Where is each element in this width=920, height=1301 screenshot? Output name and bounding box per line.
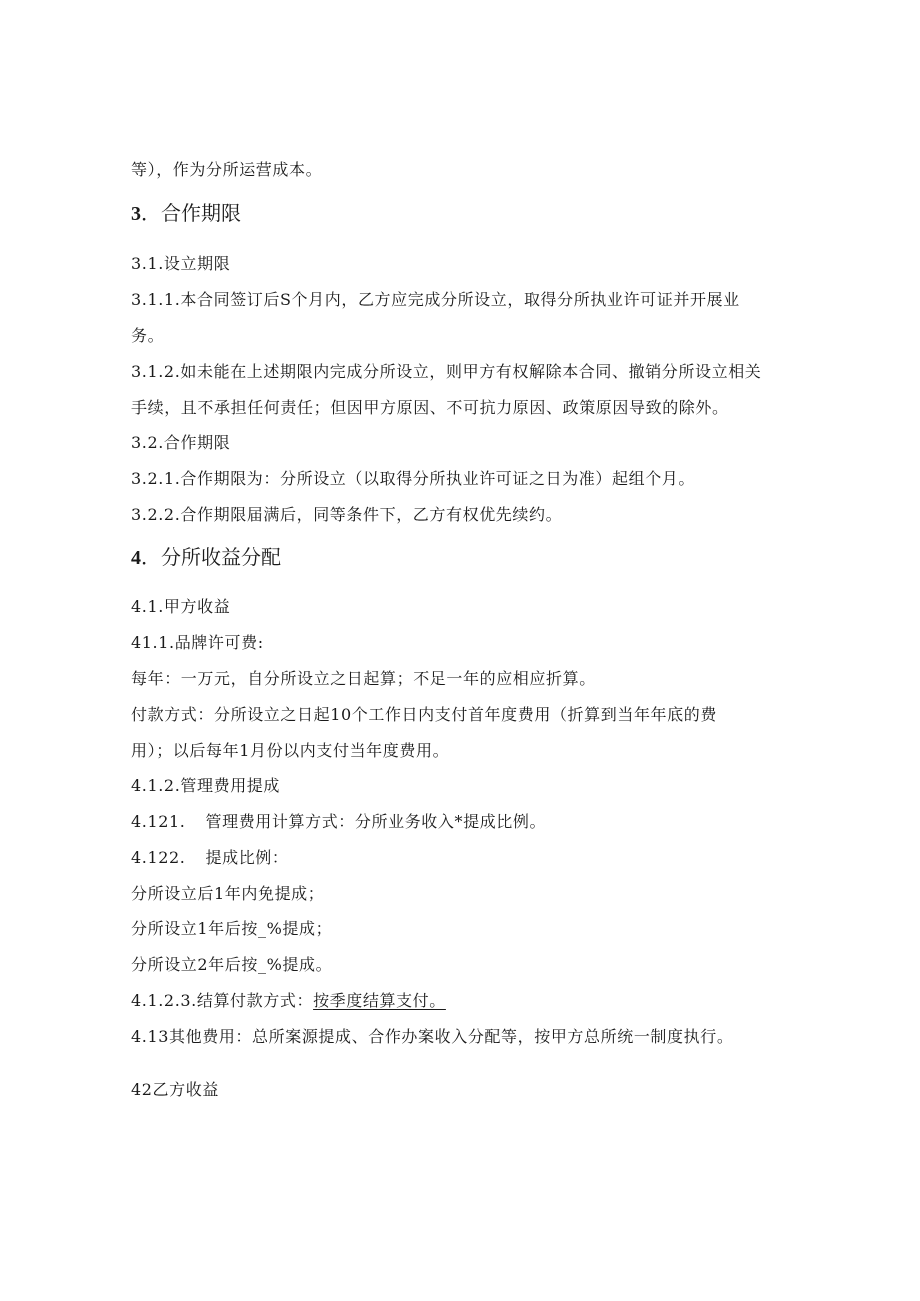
section-number: 4 [131,547,141,569]
text-line: 3.1.1.本合同签订后S个月内，乙方应完成分所设立，取得分所执业许可证并开展业 [131,290,740,309]
text-line: 3.1.设立期限 [131,254,231,273]
text-line: 用）；以后每年1月份以内支付当年度费用。 [131,741,450,760]
text-line: 分所设立后1年内免提成； [131,884,325,903]
section-title: ．分所收益分配 [141,545,281,569]
clause-text: 提成比例： [205,848,289,867]
text-line: 4.1.2.管理费用提成 [131,776,280,795]
text-line: 付款方式：分所设立之日起10个工作日内支付首年度费用（折算到当年年底的费 [131,705,717,724]
section-heading-3 [131,201,241,226]
clause-number: 4.122. [131,848,186,867]
text-line: 分所设立2年后按_%提成。 [131,955,333,974]
clause-text: 管理费用计算方式：分所业务收入*提成比例。 [205,812,547,831]
text-line: 务。 [131,326,165,345]
text-line [131,812,546,832]
clause-label: 4.1.2.3.结算付款方式： [131,991,314,1010]
text-line: 3.2.合作期限 [131,433,231,452]
text-line: 3.2.1.合作期限为：分所设立（以取得分所执业许可证之日为准）起组个月。 [131,469,695,488]
text-line: 每年：一万元，自分所设立之日起算；不足一年的应相应折算。 [131,669,596,688]
text-line [131,848,289,868]
section-number: 3 [131,203,141,225]
text-line: 分所设立1年后按_%提成； [131,919,333,938]
section-heading-4 [131,545,281,570]
text-line: 3.2.2.合作期限届满后，同等条件下，乙方有权优先续约。 [131,505,563,524]
text-line: 3.1.2.如未能在上述期限内完成分所设立，则甲方有权解除本合同、撤销分所设立相关 [131,362,762,381]
text-line: 42乙方收益 [131,1080,219,1099]
text-line: 4.1.甲方收益 [131,597,231,616]
section-title: ．合作期限 [141,201,241,225]
text-line: 41.1.品牌许可费: [131,633,264,652]
underlined-text: 按季度结算支付。 [313,991,446,1010]
text-line: 4.13其他费用：总所案源提成、合作办案收入分配等，按甲方总所统一制度执行。 [131,1027,734,1046]
text-line: 等），作为分所运营成本。 [131,160,323,179]
clause-number: 4.121. [131,812,186,831]
text-line: 手续，且不承担任何责任；但因甲方原因、不可抗力原因、政策原因导致的除外。 [131,398,729,417]
text-line [131,991,446,1011]
